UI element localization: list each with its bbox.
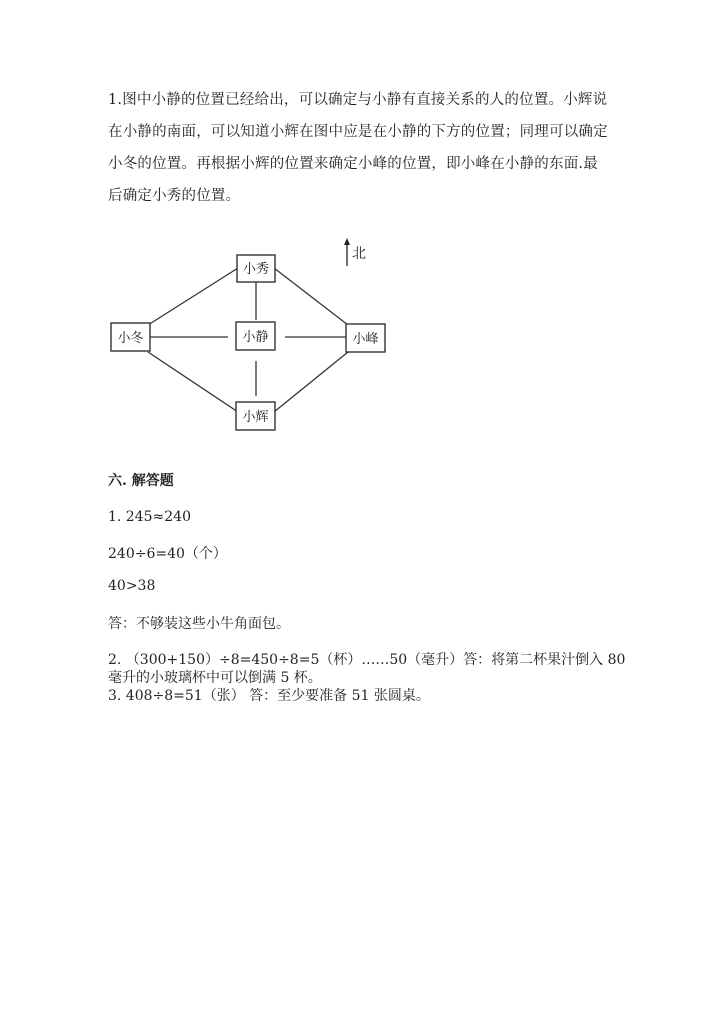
node-left <box>111 323 150 351</box>
edge-bottom-left <box>148 352 238 412</box>
edge-top-left <box>148 268 238 325</box>
answer-q3-line1: 3. 408÷8=51（张） 答：至少要准备 51 张圆桌。 <box>108 688 430 704</box>
answer-q2-line2: 毫升的小玻璃杯中可以倒满 5 杯。 <box>108 670 322 686</box>
node-top <box>237 255 275 282</box>
node-right <box>346 324 385 352</box>
node-right-label: 小峰 <box>352 332 379 347</box>
answer-q1-line1: 1. 245≈240 <box>108 509 191 525</box>
node-center <box>236 322 275 350</box>
answer-q1-line4: 答：不够装这些小牛角面包。 <box>108 616 290 632</box>
node-center-label: 小静 <box>242 330 269 345</box>
section-title: 六. 解答题 <box>108 473 174 489</box>
edge-top-right <box>274 268 348 325</box>
position-diagram <box>100 230 400 440</box>
answer-q1-line2: 240÷6=40（个） <box>108 546 227 562</box>
answer-q1-line3: 40>38 <box>108 578 156 594</box>
node-bottom <box>236 402 275 430</box>
north-arrow-icon <box>344 238 350 266</box>
answer-q2-line1: 2. （300+150）÷8=450÷8=5（杯）……50（毫升）答：将第二杯果汁倒入 80 <box>108 652 626 668</box>
node-left-label: 小冬 <box>117 331 144 346</box>
north-label: 北 <box>352 246 366 262</box>
explanation-paragraph: 1.图中小静的位置已经给出，可以确定与小静有直接关系的人的位置。小辉说在小静的南面，可以知道小辉在图中应是在小静的下方的位置；同理可以确定小冬的位置。再根据小辉的位置来确定小峰的位置，即小峰在小静的东面.最后确定小秀的位置。 <box>108 92 608 204</box>
node-bottom-label: 小辉 <box>242 410 269 425</box>
edge-bottom-right <box>274 352 348 412</box>
node-top-label: 小秀 <box>242 262 270 277</box>
